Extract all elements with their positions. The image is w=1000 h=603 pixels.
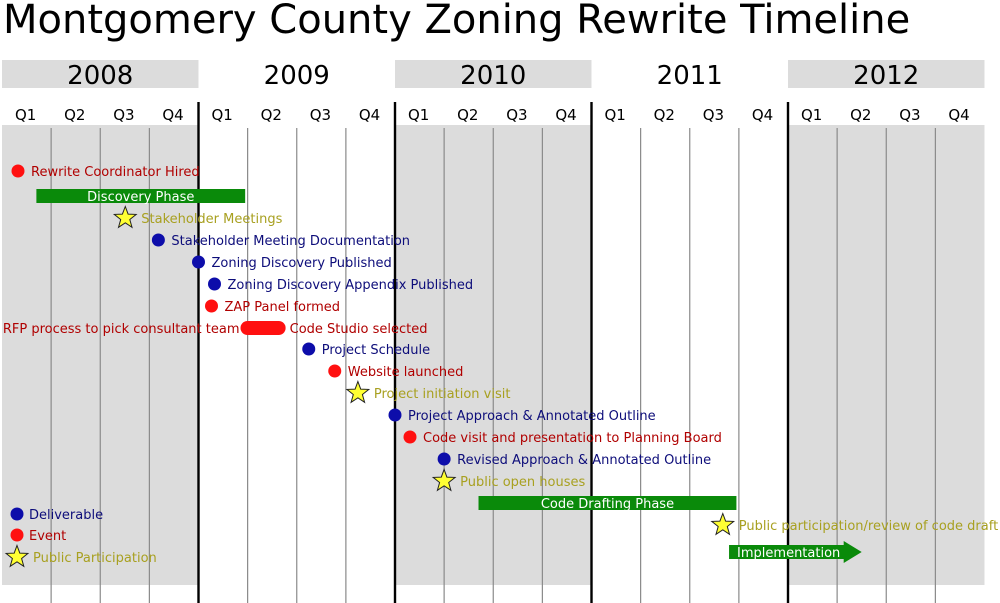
quarter-label-2010-q1: Q1 bbox=[408, 106, 430, 124]
quarter-labels bbox=[15, 106, 970, 124]
timeline-item-code-visit-and-presentation-to-planning-board bbox=[404, 431, 722, 447]
item-label: Stakeholder Meeting Documentation bbox=[171, 234, 411, 249]
deliverable-dot bbox=[192, 256, 205, 269]
phase-label: Discovery Phase bbox=[87, 190, 195, 205]
item-label: Project Approach & Annotated Outline bbox=[408, 409, 656, 424]
item-label: Zoning Discovery Appendix Published bbox=[227, 278, 474, 293]
quarter-label-2012-q4: Q4 bbox=[948, 106, 970, 124]
event-dot bbox=[404, 431, 417, 444]
quarter-label-2008-q3: Q3 bbox=[113, 106, 135, 124]
phase-label: Implementation bbox=[737, 546, 841, 561]
timeline-item-zoning-discovery-appendix-published bbox=[208, 278, 473, 294]
quarter-label-2009-q2: Q2 bbox=[260, 106, 282, 124]
event-dot bbox=[328, 365, 341, 378]
quarter-label-2008-q2: Q2 bbox=[64, 106, 86, 124]
timeline-item-project-approach-annotated-outline bbox=[389, 409, 656, 425]
timeline-item-zoning-discovery-published bbox=[192, 256, 392, 272]
quarter-label-2009-q1: Q1 bbox=[211, 106, 233, 124]
year-label-2011: 2011 bbox=[656, 61, 723, 91]
timeline-item-code-drafting-phase bbox=[479, 496, 737, 512]
item-label: RFP process to pick consultant team bbox=[2, 322, 240, 337]
year-label-2010: 2010 bbox=[460, 61, 527, 91]
quarter-label-2009-q3: Q3 bbox=[309, 106, 332, 124]
timeline-item-zap-panel-formed bbox=[205, 300, 340, 316]
item-label: Project initiation visit bbox=[373, 387, 511, 402]
timeline-item-rewrite-coordinator-hired bbox=[12, 165, 200, 181]
timeline-item-revised-approach-annotated-outline bbox=[438, 453, 711, 469]
timeline-item-code-studio-selected bbox=[290, 322, 428, 337]
quarter-label-2010-q3: Q3 bbox=[506, 106, 528, 124]
legend-label: Event bbox=[29, 529, 67, 544]
quarter-label-2012-q3: Q3 bbox=[899, 106, 921, 124]
item-label: Public participation/review of code draft bbox=[738, 519, 999, 534]
quarter-label-2010-q4: Q4 bbox=[555, 106, 577, 124]
item-label: Stakeholder Meetings bbox=[141, 212, 283, 227]
item-label: Website launched bbox=[347, 365, 464, 380]
quarter-label-2011-q3: Q3 bbox=[702, 106, 725, 124]
quarter-label-2008-q1: Q1 bbox=[15, 106, 37, 124]
year-label-2008: 2008 bbox=[67, 61, 134, 91]
timeline-item-website-launched bbox=[328, 365, 463, 381]
timeline-item-discovery-phase bbox=[36, 189, 245, 205]
item-label: Rewrite Coordinator Hired bbox=[31, 165, 200, 180]
quarter-label-2012-q1: Q1 bbox=[801, 106, 823, 124]
range-bar bbox=[241, 321, 286, 335]
quarter-label-2009-q4: Q4 bbox=[358, 106, 381, 124]
deliverable-dot bbox=[302, 343, 315, 356]
deliverable-dot bbox=[389, 409, 402, 422]
item-label: Code Studio selected bbox=[289, 322, 428, 337]
item-label: ZAP Panel formed bbox=[224, 300, 341, 315]
quarter-label-2011-q4: Q4 bbox=[751, 106, 774, 124]
quarter-label-2008-q4: Q4 bbox=[162, 106, 184, 124]
quarter-label-2011-q1: Q1 bbox=[604, 106, 626, 124]
deliverable-dot bbox=[152, 234, 165, 247]
legend-swatch bbox=[11, 529, 24, 542]
timeline-item-stakeholder-meeting-documentation bbox=[152, 234, 410, 250]
item-label: Code visit and presentation to Planning Board bbox=[423, 431, 722, 446]
item-label: Revised Approach & Annotated Outline bbox=[457, 453, 712, 468]
timeline-item-project-schedule bbox=[302, 343, 430, 359]
participation-star bbox=[347, 382, 369, 403]
event-dot bbox=[205, 300, 218, 313]
timeline-item-rfp-process-to-pick-consultant-team bbox=[3, 321, 286, 337]
chart-title: Montgomery County Zoning Rewrite Timeline bbox=[3, 0, 911, 43]
year-label-2009: 2009 bbox=[263, 61, 330, 91]
quarter-label-2011-q2: Q2 bbox=[653, 106, 675, 124]
quarter-label-2010-q2: Q2 bbox=[457, 106, 479, 124]
item-label: Public open houses bbox=[460, 475, 586, 490]
year-label-2012: 2012 bbox=[853, 61, 920, 91]
legend-label: Deliverable bbox=[29, 508, 104, 523]
participation-star bbox=[712, 514, 734, 535]
legend-swatch bbox=[11, 508, 24, 521]
item-label: Project Schedule bbox=[321, 343, 431, 358]
quarter-label-2012-q2: Q2 bbox=[850, 106, 872, 124]
deliverable-dot bbox=[438, 453, 451, 466]
item-label: Zoning Discovery Published bbox=[211, 256, 392, 271]
deliverable-dot bbox=[208, 278, 221, 291]
legend-label: Public Participation bbox=[33, 551, 157, 566]
phase-label: Code Drafting Phase bbox=[540, 497, 675, 512]
event-dot bbox=[12, 165, 25, 178]
